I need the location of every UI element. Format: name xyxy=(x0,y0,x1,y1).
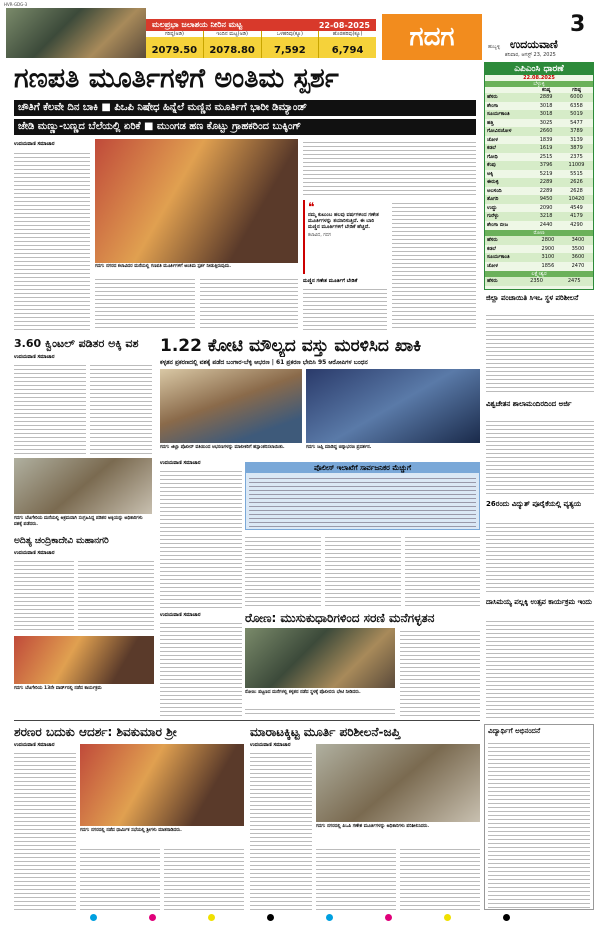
lead-quote: ನಮ್ಮ ಕುಟುಂಬ ಹಲವು ವರ್ಷಗಳಿಂದ ಗಣೇಶ ಮೂರ್ತಿಗಳನ್ನು ತಯಾರಿಸುತ್ತಿದೆ. ಈ ಬಾರಿ ಮಣ್ಣಿನ ಮೂರ್ತಿಗಳಿಗೆ ಬೇಡಿಕೆ ಹೆಚ್ಚಿದೆ. xyxy=(308,212,379,230)
dam-photo xyxy=(6,8,146,58)
apmc-crop: ಅಲಸಂದಿ xyxy=(487,187,502,194)
apmc-title: ಎಪಿಎಂಸಿ ಧಾರಣೆ xyxy=(485,63,593,75)
apmc-crop: ಹೆಸರು xyxy=(487,237,498,243)
idol-photo xyxy=(316,744,480,822)
shiva-photo xyxy=(80,744,244,826)
police-photo-1 xyxy=(160,369,302,443)
apmc-date: 22.08.2025 xyxy=(523,75,555,81)
apmc-col-header: ಕನಿಷ್ಠ xyxy=(541,87,551,93)
lead-body-col-3 xyxy=(95,276,195,330)
market-value: 2078.80 xyxy=(209,45,255,56)
apmc-crop: ಸೂರ್ಯಕಾಂತಿ xyxy=(487,111,510,117)
ron-body-1 xyxy=(160,620,242,716)
apmc-row xyxy=(485,277,593,286)
idol-body-1 xyxy=(250,750,312,910)
apmc-price: 4179 xyxy=(570,213,583,219)
apmc-crop: ಹೆಸರು xyxy=(487,278,498,284)
market-label: ಇಂದಿನ ಮಟ್ಟ(ಅಡಿ) xyxy=(204,31,261,37)
apmc-price: 5515 xyxy=(570,170,583,177)
apmc-row xyxy=(485,245,593,254)
rice-headline: 3.60 ಕ್ವಿಂಟಲ್ ಪಡಿತರ ಅಕ್ಕಿ ವಶ xyxy=(14,337,139,350)
apmc-crop: ಸೂರ್ಯಕಾಂತಿ xyxy=(487,254,510,260)
apmc-price: 6358 xyxy=(570,102,583,109)
apmc-row xyxy=(485,110,593,119)
apmc-row xyxy=(485,212,593,221)
police-deck: ಕಳ್ಳತನ ಪ್ರಕರಣದಲ್ಲಿ ವಶಕ್ಕೆ ಪಡೆದ ಬಂಗಾರ-ಬೆಳ್ಳಿ ಆಭರಣ | 61 ಪ್ರಕರಣ ಭೇದಿಸಿ 95 ಆರೋಪಿಗಳ ಬಂಧನ xyxy=(160,359,368,366)
market-label: ಒಳಹರಿವು(ಕ್ಯೂ) xyxy=(262,31,319,37)
shiva-body-3 xyxy=(164,846,244,910)
apmc-crop: ಗೋವಿನಜೋಳ xyxy=(487,128,512,134)
rice-caption: ಗದಗ: ಬೆಟಗೇರಿಯ ಮನೆಯಲ್ಲಿ ಅಕ್ರಮವಾಗಿ ಸಂಗ್ರಹಿಸಿದ್ದ ಪಡಿತರ ಅಕ್ಕಿಯನ್ನು ಅಧಿಕಾರಿಗಳು ವಶಕ್ಕೆ ಪಡೆದರು. xyxy=(14,516,143,527)
apmc-crop: ಉದ್ದು xyxy=(487,204,497,211)
apmc-price: 3500 xyxy=(571,245,585,252)
apmc-price: 2800 xyxy=(541,237,555,243)
police-byline: ಉದಯವಾಣಿ ಸಮಾಚಾರ xyxy=(160,460,201,466)
apmc-crop: ಕಡಲೆ xyxy=(487,245,496,252)
apmc-row xyxy=(485,144,593,153)
water-level-banner xyxy=(146,19,376,31)
apmc-col-header: ಗರಿಷ್ಠ xyxy=(572,87,581,93)
police-body-3 xyxy=(325,534,401,608)
apmc-row xyxy=(485,262,593,271)
lead-quote-box xyxy=(303,200,387,274)
lead-caption: ಗದಗ: ನಗರದ ಕಲಾವಿದರ ಮನೆಯಲ್ಲಿ ಗಣಪತಿ ಮೂರ್ತಿಗಳಿಗೆ ಅಂತಿಮ ಸ್ಪರ್ಶ ನೀಡುತ್ತಿರುವುದು. xyxy=(95,264,231,269)
kala-caption: ಗದಗ: ಬೆಟಗೇರಿಯ 13ನೇ ವಾರ್ಡ್‌ನಲ್ಲಿ ನಡೆದ ಕಾರ್ಯಕ್ರಮ xyxy=(14,686,102,691)
lead-body-col-5 xyxy=(303,139,476,197)
apmc-price: 6000 xyxy=(570,94,583,100)
market-label: ಗರಿಷ್ಠ(ಅಡಿ) xyxy=(146,31,203,37)
police-photo-2 xyxy=(306,369,480,443)
apmc-price: 2660 xyxy=(539,128,553,134)
apmc-row xyxy=(485,253,593,262)
edition-code: HVR-GDG-3 xyxy=(4,2,28,7)
kala-body-1 xyxy=(14,558,74,632)
apmc-sub: ಬೆಳ್ಳುಳ್ಳಿ xyxy=(485,81,593,87)
right-story-body xyxy=(488,740,590,908)
apmc-price: 3600 xyxy=(571,254,585,260)
police-caption-1: ಗದಗ: ಜಿಲ್ಲಾ ಪೊಲೀಸ್ ವತಿಯಿಂದ ಆಭರಣಗಳನ್ನು ಮಾಲೀಕರಿಗೆ ಹಸ್ತಾಂತರಿಸಲಾಯಿತು. xyxy=(160,445,285,450)
idol-body-2 xyxy=(316,846,396,910)
apmc-price: 5219 xyxy=(539,170,553,177)
apmc-crop: ತೊಗರಿ xyxy=(487,196,499,202)
kala-headline: ಅದಿತ್ಯ ಚಂದ್ರಿಕಾದೇವಿ ಮಹಾನಗರಿ xyxy=(14,536,109,546)
apmc-crop: ಶೇಂಗಾ ಬೀಜ xyxy=(487,221,508,228)
apmc-price: 4549 xyxy=(570,204,583,211)
apmc-row xyxy=(485,178,593,187)
apmc-box xyxy=(484,62,594,290)
apmc-price: 2289 xyxy=(539,187,553,194)
apmc-price: 3789 xyxy=(570,128,583,134)
ron-body-3 xyxy=(245,706,395,716)
right-story-title: ಜಿಲ್ಲಾ ಪಂಚಾಯಿತಿ ಸಿಇಒ ಸ್ಥಳ ಪರಿಶೀಲನೆ xyxy=(486,294,579,302)
apmc-row xyxy=(485,161,593,170)
apmc-price: 11009 xyxy=(568,162,585,168)
print-color-bar xyxy=(90,913,510,921)
apmc-price: 3218 xyxy=(539,213,553,219)
kala-photo xyxy=(14,636,154,684)
lead-deck-2: ಜೇಡಿ ಮಣ್ಣು-ಬಣ್ಣದ ಬೆಲೆಯಲ್ಲಿ ಏರಿಕೆ ■ ಮುಂಗಡ ಹಣ ಕೊಟ್ಟು ಗ್ರಾಹಕರಿಂದ ಬುಕ್ಕಿಂಗ್ xyxy=(14,119,476,135)
apmc-price: 1839 xyxy=(539,136,553,143)
apmc-price: 3139 xyxy=(570,136,583,143)
idol-byline: ಉದಯವಾಣಿ ಸಮಾಚಾರ xyxy=(250,742,291,748)
apmc-price: 3018 xyxy=(539,111,553,117)
ron-body-2 xyxy=(400,628,480,716)
kala-byline: ಉದಯವಾಣಿ ಸಮಾಚಾರ xyxy=(14,550,55,556)
ron-headline: ರೋಣ: ಮುಸುಕುಧಾರಿಗಳಿಂದ ಸರಣಿ ಮನೆಗಳ್ಳತನ xyxy=(245,611,435,625)
kala-body-2 xyxy=(78,558,154,632)
apmc-crop: ಅಕ್ಕಿ xyxy=(487,170,494,177)
market-strip xyxy=(146,31,376,58)
apmc-row xyxy=(485,236,593,245)
shiva-headline: ಶರಣರ ಬದುಕು ಆದರ್ಶ: ಶಿವಕುಮಾರ ಶ್ರೀ xyxy=(14,725,177,739)
apmc-table-3 xyxy=(485,277,593,286)
ron-photo xyxy=(245,628,395,688)
apmc-row xyxy=(485,221,593,230)
shiva-body-1 xyxy=(14,750,76,910)
lead-subhead: ಮಣ್ಣಿನ ಗಣೇಶ ಮೂರ್ತಿಗೆ ಬೇಡಿಕೆ xyxy=(303,278,358,284)
apmc-price: 2900 xyxy=(541,245,555,252)
lead-body-col-4 xyxy=(200,276,298,330)
apmc-price: 2090 xyxy=(539,204,553,211)
apmc-row xyxy=(485,102,593,111)
right-story-box xyxy=(484,724,594,910)
police-caption-2: ಗದಗ: ಜಪ್ತಿ ಮಾಡಿದ್ದ ಚಿನ್ನಾಭರಣ ಪ್ರದರ್ಶನ. xyxy=(306,445,372,450)
lead-body-col-7 xyxy=(303,286,387,330)
apmc-crop: ಗೋಧಿ xyxy=(487,153,498,160)
police-body-2 xyxy=(245,534,321,608)
apmc-price: 2289 xyxy=(539,179,553,185)
lead-quote-by: ಕಲಾವಿದ, ಗದಗ xyxy=(308,233,331,238)
lead-byline: ಉದಯವಾಣಿ ಸಮಾಚಾರ xyxy=(14,141,55,147)
apmc-price: 3879 xyxy=(570,145,583,151)
market-value: 2079.50 xyxy=(151,45,198,56)
masthead-city-block xyxy=(382,14,482,60)
lead-body-col-1 xyxy=(14,150,90,330)
right-story-body xyxy=(486,418,594,496)
apmc-price: 2440 xyxy=(539,221,553,228)
apmc-price: 2515 xyxy=(539,153,553,160)
market-cell xyxy=(319,31,376,58)
market-value: 7,592 xyxy=(274,45,306,56)
apmc-row xyxy=(485,127,593,136)
apmc-row xyxy=(485,153,593,162)
police-body-1 xyxy=(160,468,242,608)
apmc-sub3: ಲಕ್ಷ್ಮೇಶ್ವರ xyxy=(485,271,593,277)
right-story-title: ವಿದ್ಯಾರ್ಥಿಗೆ ಅಭಿನಂದನೆ xyxy=(488,727,541,735)
apmc-crop: ಶೇಂಗಾ xyxy=(487,102,499,109)
apmc-crop: ಜೋಳ xyxy=(487,262,498,269)
apmc-table-2 xyxy=(485,236,593,270)
rice-body-1 xyxy=(14,362,86,454)
rice-photo xyxy=(14,458,152,514)
apmc-crop: ಕೆಂಪು xyxy=(487,162,496,168)
apmc-crop: ಹತ್ತಿ xyxy=(487,119,494,126)
apmc-price: 4290 xyxy=(570,221,583,228)
shiva-caption: ಗದಗ: ನಗರದಲ್ಲಿ ನಡೆದ ಧಾರ್ಮಿಕ ಸಭೆಯಲ್ಲಿ ಶ್ರೀಗಳು ಮಾತನಾಡಿದರು. xyxy=(80,828,182,833)
page-number: 3 xyxy=(570,12,586,37)
masthead-prefix: ಹುಬ್ಬಳ್ಳಿ xyxy=(488,44,501,50)
lead-body-col-6 xyxy=(392,200,476,330)
lead-deck-1: ಚೌತಿಗೆ ಕೆಲವೇ ದಿನ ಬಾಕಿ ■ ಪಿಒಪಿ ನಿಷೇಧ ಹಿನ್ನೆಲೆ ಮಣ್ಣಿನ ಮೂರ್ತಿಗೆ ಭಾರೀ ಡಿಮ್ಯಾಂಡ್ xyxy=(14,100,476,116)
apmc-price: 1619 xyxy=(539,145,553,151)
shiva-byline: ಉದಯವಾಣಿ ಸಮಾಚಾರ xyxy=(14,742,55,748)
apmc-price: 3796 xyxy=(539,162,553,168)
apmc-crop: ಜೋಳ xyxy=(487,136,498,143)
apmc-crop: ಗುರೆಳ್ಳು xyxy=(487,213,499,219)
masthead-paper: ಉದಯವಾಣಿ xyxy=(510,38,558,51)
rice-body-2 xyxy=(90,362,152,454)
market-cell xyxy=(204,31,262,58)
right-story-body xyxy=(486,312,594,394)
police-box-body xyxy=(249,475,476,527)
apmc-price: 5019 xyxy=(570,111,583,117)
quote-icon: ❝ xyxy=(308,200,315,214)
apmc-sub2: ರೋಣ xyxy=(485,230,593,236)
apmc-row xyxy=(485,170,593,179)
market-label: ಹೊರಹರಿವು(ಕ್ಯೂ) xyxy=(319,31,376,37)
apmc-price: 3100 xyxy=(541,254,555,260)
apmc-price: 2626 xyxy=(570,179,583,185)
masthead-city: ಗದಗ xyxy=(409,21,455,52)
right-story-body xyxy=(486,618,594,718)
shiva-body-2 xyxy=(80,846,160,910)
ron-byline: ಉದಯವಾಣಿ ಸಮಾಚಾರ xyxy=(160,612,201,618)
apmc-row xyxy=(485,93,593,102)
divider-line xyxy=(14,720,480,721)
apmc-row xyxy=(485,195,593,204)
apmc-price: 9450 xyxy=(539,196,553,202)
apmc-price: 3400 xyxy=(571,237,585,243)
lead-headline: ಗಣಪತಿ ಮೂರ್ತಿಗಳಿಗೆ ಅಂತಿಮ ಸ್ಪರ್ಶ xyxy=(14,63,339,94)
right-story-body xyxy=(486,520,594,594)
market-cell xyxy=(146,31,204,58)
apmc-price: 2628 xyxy=(570,187,583,194)
apmc-price: 5477 xyxy=(570,119,583,126)
idol-caption: ಗದಗ: ನಗರದಲ್ಲಿ ಪಿಒಪಿ ಗಣೇಶ ಮೂರ್ತಿಗಳನ್ನು ಅಧಿಕಾರಿಗಳು ಪರಿಶೀಲಿಸಿದರು. xyxy=(316,824,430,829)
rice-byline: ಉದಯವಾಣಿ ಸಮಾಚಾರ xyxy=(14,354,55,360)
right-story-title: 26ರಂದು ವಿದ್ಯುತ್ ಪೂರೈಕೆಯಲ್ಲಿ ವ್ಯತ್ಯಯ xyxy=(486,500,582,508)
apmc-row xyxy=(485,187,593,196)
banner-date: 22-08-2025 xyxy=(318,20,370,30)
apmc-row xyxy=(485,136,593,145)
apmc-crop: ಈರುಳ್ಳಿ xyxy=(487,179,499,185)
banner-title: ಮಲಪ್ರಭಾ ಜಲಾಶಯ ನೀರಿನ ಮಟ್ಟ xyxy=(152,20,243,29)
apmc-row xyxy=(485,204,593,213)
apmc-price: 2470 xyxy=(571,262,585,269)
apmc-price: 3018 xyxy=(539,102,553,109)
apmc-table xyxy=(485,87,593,229)
police-headline: 1.22 ಕೋಟಿ ಮೌಲ್ಯದ ವಸ್ತು ಮರಳಿಸಿದ ಖಾಕಿ xyxy=(160,336,422,356)
apmc-crop: ಹೆಸರು xyxy=(487,94,498,100)
apmc-price: 1856 xyxy=(541,262,555,269)
ron-caption: ರೋಣ: ಪಟ್ಟಣದ ಮನೆಗಳಲ್ಲಿ ಕಳ್ಳತನ ನಡೆದ ಸ್ಥಳಕ್ಕೆ ಪೊಲೀಸರು ಭೇಟಿ ನೀಡಿದರು. xyxy=(245,690,361,695)
police-body-4 xyxy=(405,534,480,608)
apmc-price: 2889 xyxy=(539,94,553,100)
right-story-title: ದಾಸಿಮಯ್ಯ ಪಲ್ಲಕ್ಕಿ ಉತ್ಸವ ಕಾರ್ಯಕ್ರಮ ಇಂದು xyxy=(486,598,592,606)
market-value: 6,794 xyxy=(331,45,364,56)
apmc-price: 2375 xyxy=(570,153,583,160)
idol-body-3 xyxy=(400,846,480,910)
apmc-price: 2350 xyxy=(530,278,543,284)
market-cell xyxy=(262,31,320,58)
police-box xyxy=(245,462,480,530)
idol-headline: ಮಾರಾಟಕ್ಕಿಟ್ಟ ಮೂರ್ತಿ ಪರಿಶೀಲನೆ-ಜಪ್ತಿ xyxy=(250,725,401,739)
apmc-row xyxy=(485,119,593,128)
masthead-dateline: ಶನಿವಾರ, ಆಗಸ್ಟ್ 23, 2025 xyxy=(505,52,556,58)
lead-photo xyxy=(95,139,298,263)
apmc-price: 2475 xyxy=(567,278,581,284)
apmc-price: 10420 xyxy=(568,196,585,202)
apmc-crop: ಕಡಲೆ xyxy=(487,145,496,151)
apmc-price: 3025 xyxy=(539,119,553,126)
right-story-title: ವಿಶ್ವಚೇತನ ಶಾಲಾಮಂದಿರದಿಂದ ಅರ್ಜಿ xyxy=(486,400,572,408)
police-box-title: ಪೊಲೀಸ್ ಇಲಾಖೆಗೆ ಸಾರ್ವಜನಿಕರ ಮೆಚ್ಚುಗೆ xyxy=(246,463,479,473)
